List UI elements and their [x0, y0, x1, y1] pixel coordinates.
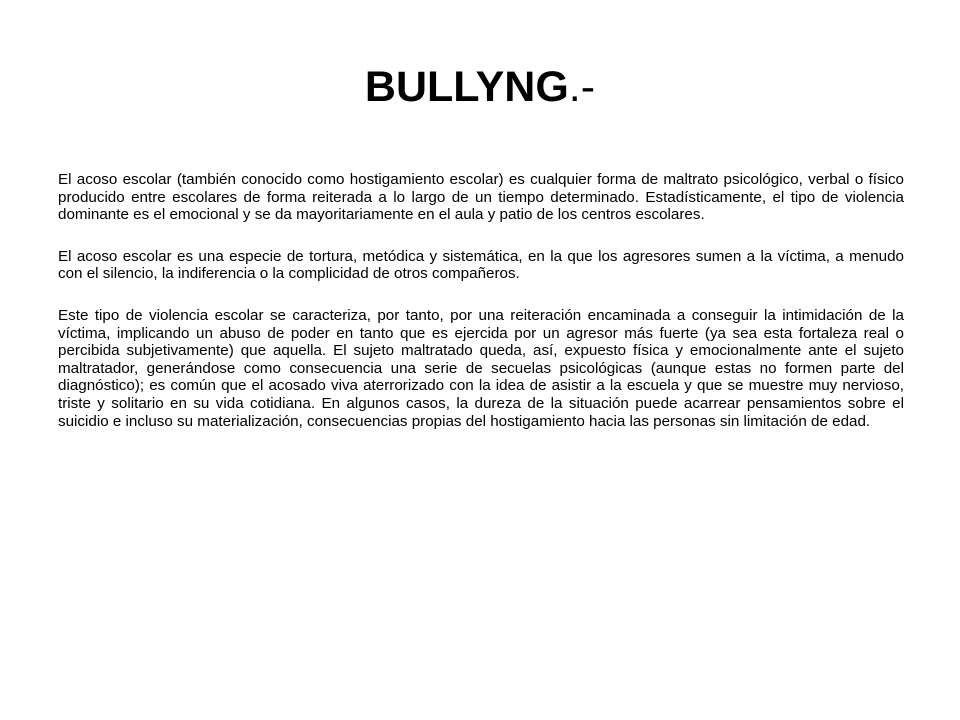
- paragraph-definition: El acoso escolar (también conocido como hostigamiento escolar) es cualquier forma de maltrato psicológico, verbal o físico producido entre escolares de forma reiterada a lo largo de un tiempo determinado. Estadísticamente, el tipo de violencia dominante es el emocional y se da mayoritariamente en el aula y patio de los centros escolares.: [58, 171, 904, 224]
- slide-title-suffix: .-: [568, 63, 596, 111]
- paragraph-torture: El acoso escolar es una especie de tortura, metódica y sistemática, en la que los agresores sumen a la víctima, a menudo con el silencio, la indiferencia o la complicidad de otros compañeros.: [58, 247, 904, 283]
- paragraph-characteristics: Este tipo de violencia escolar se caracteriza, por tanto, por una reiteración encaminada a conseguir la intimidación de la víctima, implicando un abuso de poder en tanto que es ejercida por un agresor más fuerte (ya sea esta fortaleza real o percibida subjetivamente) que aquella. El sujeto maltratado queda, así, expuesto física y emocionalmente ante el sujeto maltratador, generándose como consecuencia una serie de secuelas psicológicas (aunque estas no formen parte del diagnóstico); es común que el acosado viva aterrorizado con la idea de asistir a la escuela y que se muestre muy nervioso, triste y solitario en su vida cotidiana. En algunos casos, la dureza de la situación puede acarrear pensamientos sobre el suicidio e incluso su materialización, consecuencias propias del hostigamiento hacia las personas sin limitación de edad.: [58, 306, 904, 430]
- slide-title-main: BULLYNG: [364, 63, 569, 111]
- slide-title: [0, 62, 960, 114]
- slide-body: [58, 171, 904, 454]
